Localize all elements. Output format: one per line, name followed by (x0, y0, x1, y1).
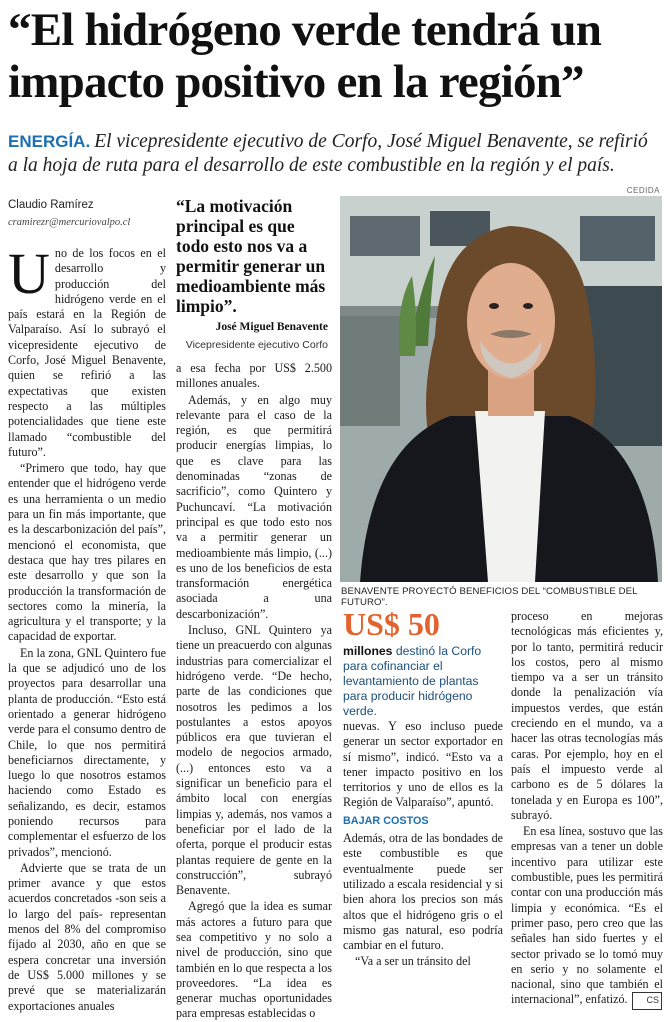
end-mark: CS (632, 992, 663, 1009)
column-3 (343, 719, 503, 1006)
subhead: BAJAR COSTOS (343, 814, 429, 827)
paragraph: Agregó que la idea es sumar más actores a futuro para que sea competitivo y no solo a nivel de producción, sino que también en lo que respecta a los proveedores. “La idea es generar muchas oportunidades para empresas establecidas o (176, 899, 332, 1021)
column-4 (511, 609, 663, 1006)
photo-credit: CEDIDA (626, 186, 660, 195)
portrait-illustration (340, 196, 662, 582)
paragraph: En la zona, GNL Quintero fue la que se adjudicó uno de los proyectos para desarrollar una planta de producción. “Esto está orientado a generar hidrógeno verde para el consumo dentro de Chile, lo que nos permitirá beneficiarnos directamente, y luego lo que nosotros estamos haciendo como Estado es señalizando, es decir, estamos poniendo recursos para complementar el esfuerzo de los privados”, mencionó. (8, 645, 166, 859)
stat-value: US$ 50 (343, 606, 440, 642)
dropcap: U (8, 241, 50, 306)
headline: “El hidrógeno verde tendrá un impacto positivo en la región” (8, 4, 602, 108)
column-1 (8, 241, 166, 1013)
paragraph: nuevas. Y eso incluso puede generar un sector exportador en sí mismo”, indicó. “Esto va a tener impacto positivo en los territorios y uno de ellos es la Región de Valparaíso”, apuntó. (343, 719, 503, 810)
photo-caption: BENAVENTE PROYECTÓ BENEFICIOS DEL “COMBUSTIBLE DEL FUTURO”. (341, 586, 638, 608)
paragraph: “Primero que todo, hay que entender que el hidrógeno verde es una herramienta o un medio para un fin más importante, que es la descarbonización del país”, mencionó el economista, que destaca que hay tres pilares en este desarrollo y que son la producción la transformación de sectores como la minería, la agricultura y el transporte; y la capacidad de exportar. (8, 461, 166, 644)
paragraph: Uno de los focos en el desarrollo y producción del hidrógeno verde en el país estará en la Región de Valparaíso. Así lo subrayó el vicepresidente ejecutivo de Corfo, José Miguel Benavente, quien se refirió a las expectativas que existen respecto a las múltiples potencialidades que tiene este llamado “combustible del futuro”. (8, 241, 166, 459)
byline-name: Claudio Ramírez (8, 199, 94, 211)
paragraph: Además, y en algo muy relevante para el caso de la región, es que permitirá producir energías limpias, lo que es clave para las denominadas “zonas de sacrificio”, como Quintero y Puchuncaví. “La motivación principal es que todo esto nos va a permitir generar un medioambiente más limpio, (...) es uno de los beneficios de esta transformación energética asociada a una descarbonización”. (176, 392, 332, 621)
stat-unit: millones (343, 644, 393, 658)
paragraph: Advierte que se trata de un primer avance y que estos acuerdos concretados -son seis a lo largo del país- representan menos del 8% del compromiso fijado al 2030, año en que se espera concretar una inversión de US$ 5.000 millones y se prevé que se materializarán exportaciones anuales (8, 860, 166, 1013)
stat-text: millones destinó la Corfo para cofinanciar el levantamiento de plantas para producir hidrógeno verde. (343, 644, 482, 718)
paragraph: Además, otra de las bondades de este combustible es que eventualmente puede ser utilizado a escala residencial y si bien ahora los precios son más altos que el hidrógeno gris o el mismo gas natural, eso podría cambiar en el futuro. (343, 831, 503, 953)
stat-box (343, 606, 505, 719)
pull-quote: “La motivación principal es que todo esto nos va a permitir generar un medioambiente más limpio”. (176, 196, 326, 316)
paragraph: a esa fecha por US$ 2.500 millones anuales. (176, 361, 332, 391)
paragraph: “Va a ser un tránsito del (355, 954, 471, 969)
deck-text: El vicepresidente ejecutivo de Corfo, José Miguel Benavente, se refirió a la hoja de ruta para el desarrollo de este combustible en la región y el país. (8, 131, 648, 176)
paragraph: En esa línea, sostuvo que las empresas van a tener un doble incentivo para utilizar este combustible, pues les permitirá contar con una producción más limpia y económica. “Es el primer paso, pero creo que las señales han sido fuertes y el sector privado se lo tomó muy en serio y no solamente el nacional, sino que también el internacional”, enfatizó. CS (511, 824, 663, 1010)
pull-quote-role: Vicepresidente ejecutivo Corfo (185, 339, 328, 351)
portrait-photo (340, 196, 662, 582)
paragraph: proceso en mejoras tecnológicas más eficientes y, por lo tanto, permitirá reducir los costos, pero al mismo tiempo va a ser un tránsito donde la penalización vía impuestos verdes, que están creciendo en el mundo, va a hacer las otras tecnologías más caras. Por ejemplo, hoy en el país el impuesto verde al carbono es de 5 dólares la tonelada y en Europa es 100”, subrayó. (511, 609, 663, 822)
pull-quote-name: José Miguel Benavente (215, 321, 328, 333)
column-2 (176, 361, 332, 1021)
paragraph: Incluso, GNL Quintero ya tiene un preacuerdo con algunas industrias para comercializar el hidrógeno verde. “De hecho, parte de las condiciones que nosotros les pedimos a los postulantes a estos apoyos públicos era que tuvieran el modelo de negocios armado, (...) entonces esto va a significar un beneficio para el ámbito local con energías limpias y, además, nos vamos a beneficiar por el lado de la oferta, porque el producir estas plantas requiere de gente en la construcción”, subrayó Benavente. (176, 623, 332, 898)
deck (8, 130, 660, 178)
byline-email: cramirezr@mercuriovalpo.cl (8, 217, 131, 228)
deck-kicker: ENERGÍA. (8, 132, 91, 151)
